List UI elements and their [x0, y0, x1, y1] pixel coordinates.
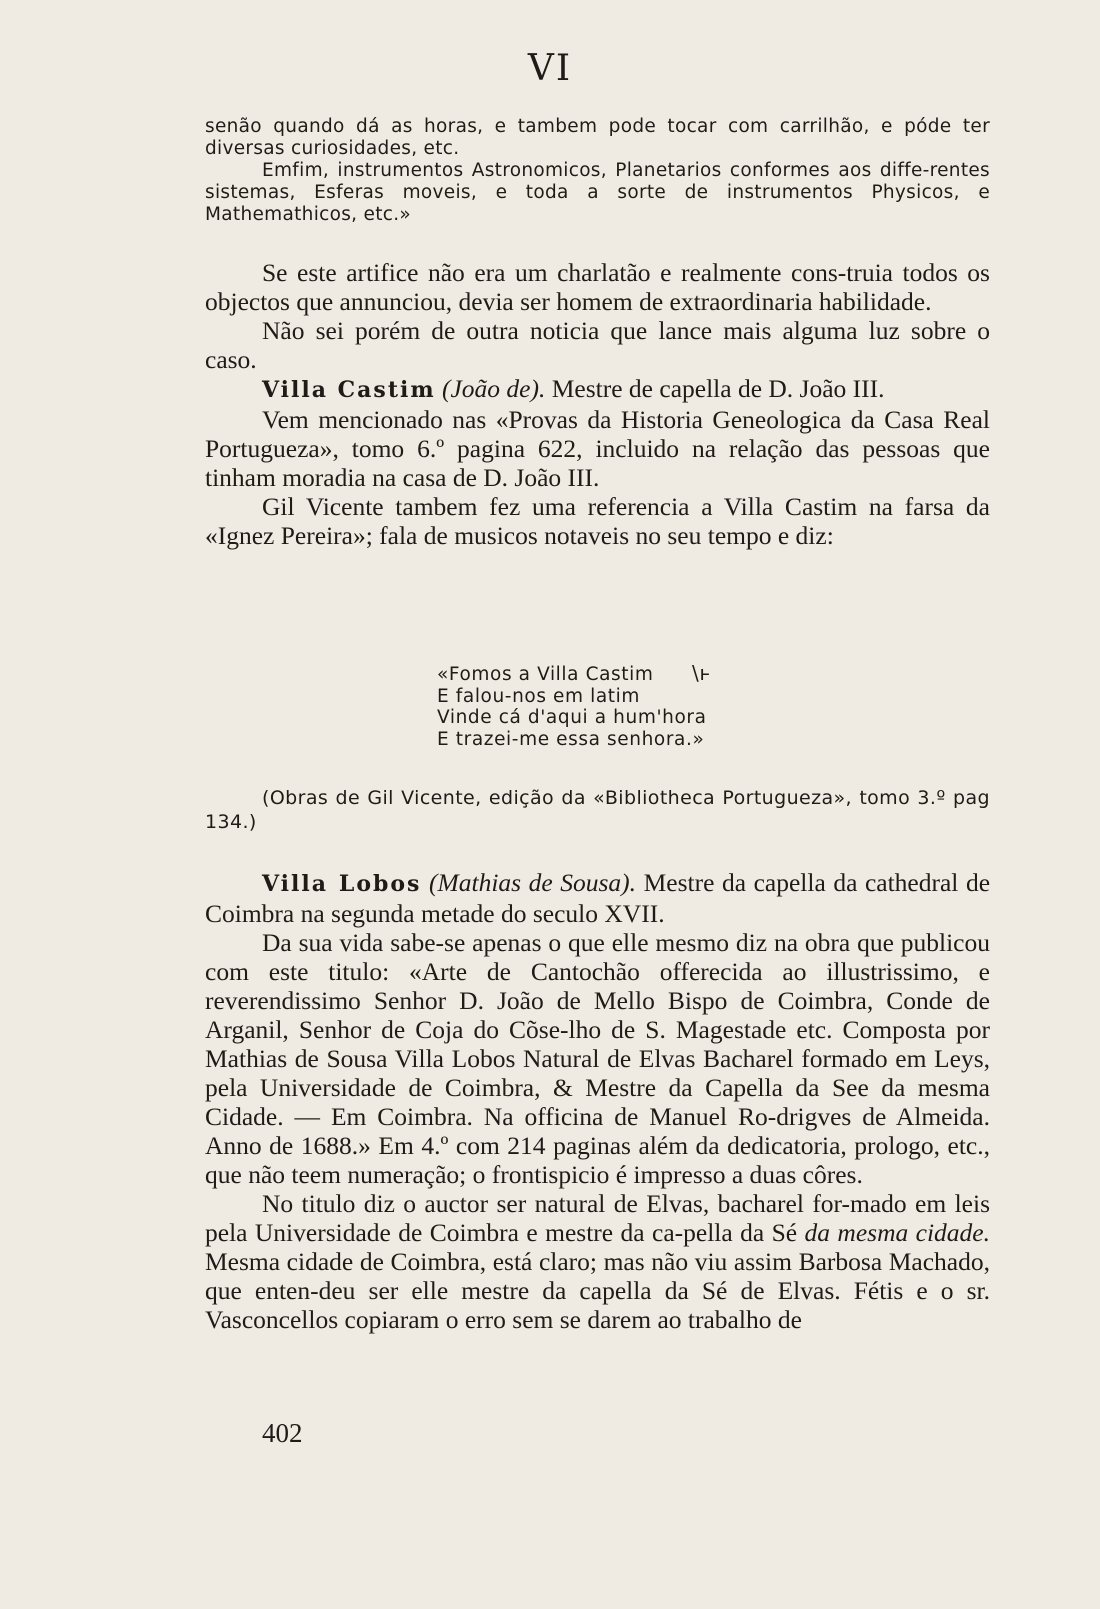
- quote-paragraph-1: senão quando dá as horas, e tambem pode tocar com carrilhão, e póde ter diversas curiosidades, etc.: [205, 116, 990, 159]
- paragraph-6-italic: da mesma cidade.: [804, 1218, 990, 1247]
- body-paragraph-6: [205, 1189, 990, 1334]
- paragraph-6-start: No titulo diz o auctor ser natural de Elvas, bacharel for-mado em leis pela Universidade de Coimbra e mestre da ca-pella da Sé: [205, 1189, 990, 1247]
- verse-quotation: [437, 663, 797, 750]
- main-text-block-1: [205, 258, 990, 550]
- citation-text: (Obras de Gil Vicente, edição da «Bibliotheca Portugueza», tomo 3.º pag 134.): [205, 787, 990, 833]
- entry-villa-lobos: [205, 868, 990, 928]
- handwritten-mark: \ⱶ: [691, 661, 712, 685]
- entry-description-2: Mestre da capella da cathedral de Coimbra na segunda metade do seculo XVII.: [205, 868, 991, 928]
- entry-name-villa-castim: Villa Castim: [262, 377, 436, 403]
- verse-line-4: E trazei-me essa senhora.»: [437, 728, 705, 750]
- body-paragraph-2: Não sei porém de outra noticia que lance mais alguma luz sobre o caso.: [205, 316, 990, 374]
- page-number: 402: [262, 1418, 303, 1448]
- entry-description: Mestre de capella de D. João III.: [551, 374, 885, 403]
- body-paragraph-3: Vem mencionado nas «Provas da Historia Geneologica da Casa Real Portugueza», tomo 6.º pagina 622, incluido na relação das pessoas que tinham moradia na casa de D. João III.: [205, 405, 990, 492]
- entry-name-villa-lobos: Villa Lobos: [262, 871, 422, 897]
- verse-line-3: Vinde cá d'aqui a hum'hora: [437, 707, 707, 728]
- quoted-advertisement-block: [205, 116, 990, 226]
- source-citation: [205, 786, 990, 834]
- entry-given-name-2: (Mathias de Sousa).: [429, 868, 637, 897]
- verse-line-1: [437, 663, 797, 686]
- quote-paragraph-2: Emfim, instrumentos Astronomicos, Planetarios conformes aos diffe-rentes sistemas, Esferas moveis, e toda a sorte de instrumentos Physicos, e Mathemathicos, etc.»: [205, 160, 990, 225]
- paragraph-6-end: Mesma cidade de Coimbra, está claro; mas não viu assim Barbosa Machado, que enten-deu ser elle mestre da capella da Sé de Elvas. Fétis e o sr. Vasconcellos copiaram o erro sem se darem ao trabalho de: [205, 1247, 990, 1334]
- entry-villa-castim: [205, 374, 990, 405]
- verse-line-1-text: «Fomos a Villa Castim: [437, 664, 654, 685]
- body-paragraph-4: Gil Vicente tambem fez uma referencia a Villa Castim na farsa da «Ignez Pereira»; fala de musicos notaveis no seu tempo e diz:: [205, 492, 990, 550]
- verse-line-2: E falou-nos em latim: [437, 685, 641, 707]
- body-paragraph-5: Da sua vida sabe-se apenas o que elle mesmo diz na obra que publicou com este titulo: «Arte de Cantochão offerecida ao illustrissimo, e reverendissimo Senhor D. João de Mello Bispo de Coimbra, Conde de Arganil, Senhor de Coja do Cõse-lho de S. Magestade etc. Composta por Mathias de Sousa Villa Lobos Natural de Elvas Bacharel formado em Leys, pela Universidade de Coimbra, & Mestre da Capella da See da mesma Cidade. — Em Coimbra. Na officina de Manuel Ro-drigves de Almeida. Anno de 1688.» Em 4.º com 214 paginas além da dedicatoria, prologo, etc., que não teem numeração; o frontispicio é impresso a duas côres.: [205, 928, 990, 1189]
- main-text-block-2: [205, 868, 990, 1334]
- entry-given-name: (João de).: [442, 374, 546, 403]
- body-paragraph-1: Se este artifice não era um charlatão e realmente cons-truia todos os objectos que annunciou, devia ser homem de extraordinaria habilidade.: [205, 258, 990, 316]
- page-header-numeral: VI: [527, 48, 573, 89]
